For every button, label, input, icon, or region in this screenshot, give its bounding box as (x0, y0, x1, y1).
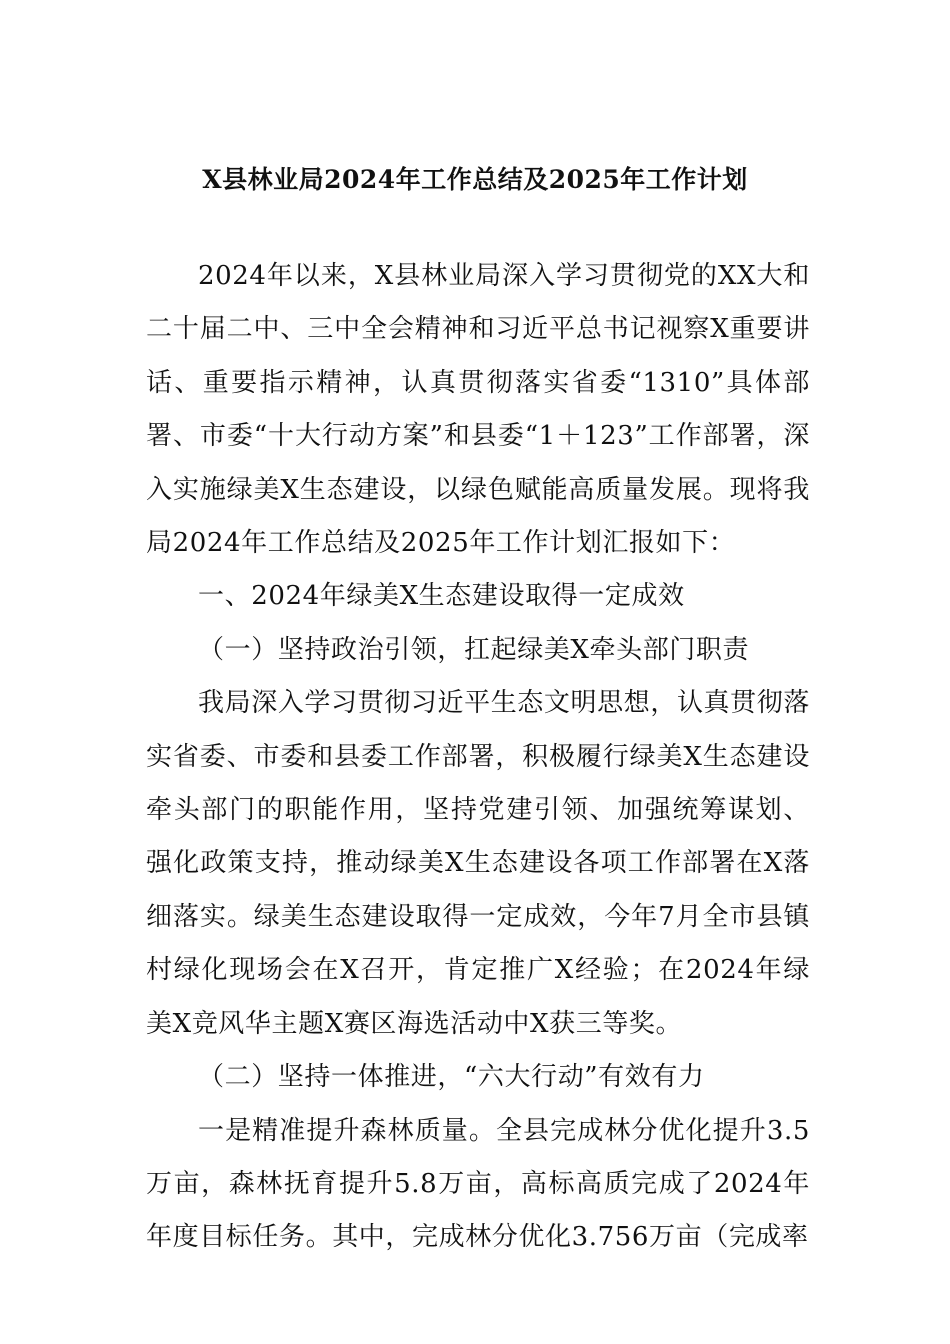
intro-paragraph: 2024年以来，X县林业局深入学习贯彻党的XX大和二十届二中、三中全会精神和习近平总书记视察X重要讲话、重要指示精神，认真贯彻落实省委“1310”具体部署、市委“十大行动方案”和县委“1＋123”工作部署，深入实施绿美X生态建设，以绿色赋能高质量发展。现将我局2024年工作总结及2025年工作计划汇报如下： (146, 261, 810, 559)
subsection-heading-2: （二）坚持一体推进，“六大行动”有效有力 (198, 1062, 705, 1093)
document-body (146, 250, 810, 1265)
subsection-heading-1: （一）坚持政治引领，扛起绿美X牵头部门职责 (198, 634, 750, 665)
document-title: X县林业局2024年工作总结及2025年工作计划 (202, 165, 748, 194)
section-heading-1: 一、2024年绿美X生态建设取得一定成效 (198, 581, 685, 612)
subsection-paragraph-1: 我局深入学习贯彻习近平生态文明思想，认真贯彻落实省委、市委和县委工作部署，积极履行绿美X生态建设牵头部门的职能作用，坚持党建引领、加强统筹谋划、强化政策支持，推动绿美X生态建设各项工作部署在X落细落实。绿美生态建设取得一定成效，今年7月全市县镇村绿化现场会在X召开，肯定推广X经验；在2024年绿美X竞风华主题X赛区海选活动中X获三等奖。 (146, 688, 810, 1039)
subsection-paragraph-2: 一是精准提升森林质量。全县完成林分优化提升3.5万亩，森林抚育提升5.8万亩，高标高质完成了2024年年度目标任务。其中，完成林分优化3.756万亩（完成率 (146, 1115, 810, 1253)
